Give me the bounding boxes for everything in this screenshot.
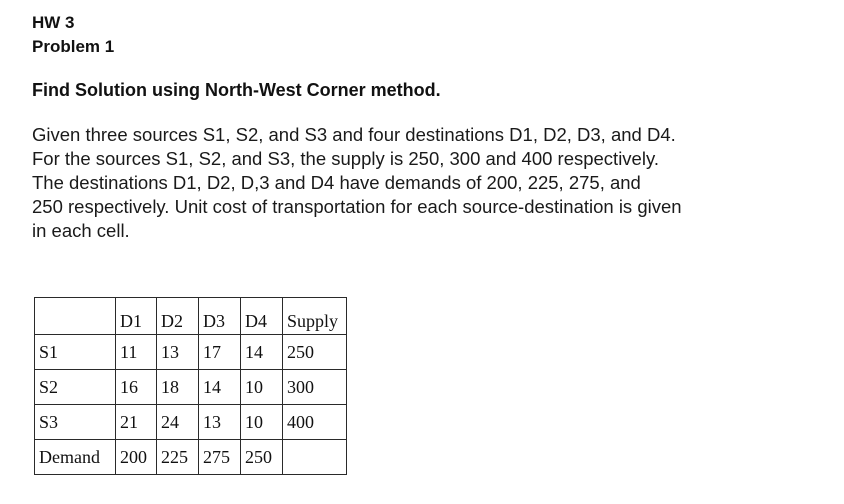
problem-description [32, 123, 832, 243]
row-label-cell: S3 [35, 405, 116, 440]
row-label-cell: Demand [35, 440, 116, 475]
header-cell-d3: D3 [199, 298, 241, 335]
header-cell-d1: D1 [116, 298, 157, 335]
cost-cell: 16 [116, 370, 157, 405]
homework-number: HW 3 [32, 13, 75, 32]
supply-cell: 400 [283, 405, 347, 440]
table-row [35, 335, 347, 370]
cost-cell: 17 [199, 335, 241, 370]
cost-cell: 24 [157, 405, 199, 440]
cost-cell: 21 [116, 405, 157, 440]
cost-cell: 11 [116, 335, 157, 370]
description-line: The destinations D1, D2, D,3 and D4 have demands of 200, 225, 275, and [32, 172, 641, 193]
empty-corner-cell [283, 440, 347, 475]
table-row [35, 370, 347, 405]
description-line: Given three sources S1, S2, and S3 and four destinations D1, D2, D3, and D4. [32, 124, 676, 145]
problem-number: Problem 1 [32, 37, 115, 56]
supply-cell: 300 [283, 370, 347, 405]
description-line: 250 respectively. Unit cost of transportation for each source-destination is given [32, 196, 682, 217]
supply-cell: 250 [283, 335, 347, 370]
description-line: For the sources S1, S2, and S3, the supply is 250, 300 and 400 respectively. [32, 148, 659, 169]
transportation-cost-table [34, 297, 347, 475]
cost-cell: 13 [157, 335, 199, 370]
cost-cell: 13 [199, 405, 241, 440]
demand-cell: 200 [116, 440, 157, 475]
task-statement: Find Solution using North-West Corner method. [32, 80, 441, 100]
row-label-cell: S2 [35, 370, 116, 405]
cost-cell: 14 [199, 370, 241, 405]
demand-cell: 275 [199, 440, 241, 475]
description-line: in each cell. [32, 220, 130, 241]
cost-cell: 10 [241, 370, 283, 405]
header-cell-d2: D2 [157, 298, 199, 335]
header-cell-empty [35, 298, 116, 335]
cost-cell: 14 [241, 335, 283, 370]
row-label-cell: S1 [35, 335, 116, 370]
demand-cell: 225 [157, 440, 199, 475]
header-cell-d4: D4 [241, 298, 283, 335]
cost-cell: 10 [241, 405, 283, 440]
cost-cell: 18 [157, 370, 199, 405]
demand-cell: 250 [241, 440, 283, 475]
header-cell-supply: Supply [283, 298, 347, 335]
table-row [35, 405, 347, 440]
demand-row [35, 440, 347, 475]
table-header-row [35, 298, 347, 335]
